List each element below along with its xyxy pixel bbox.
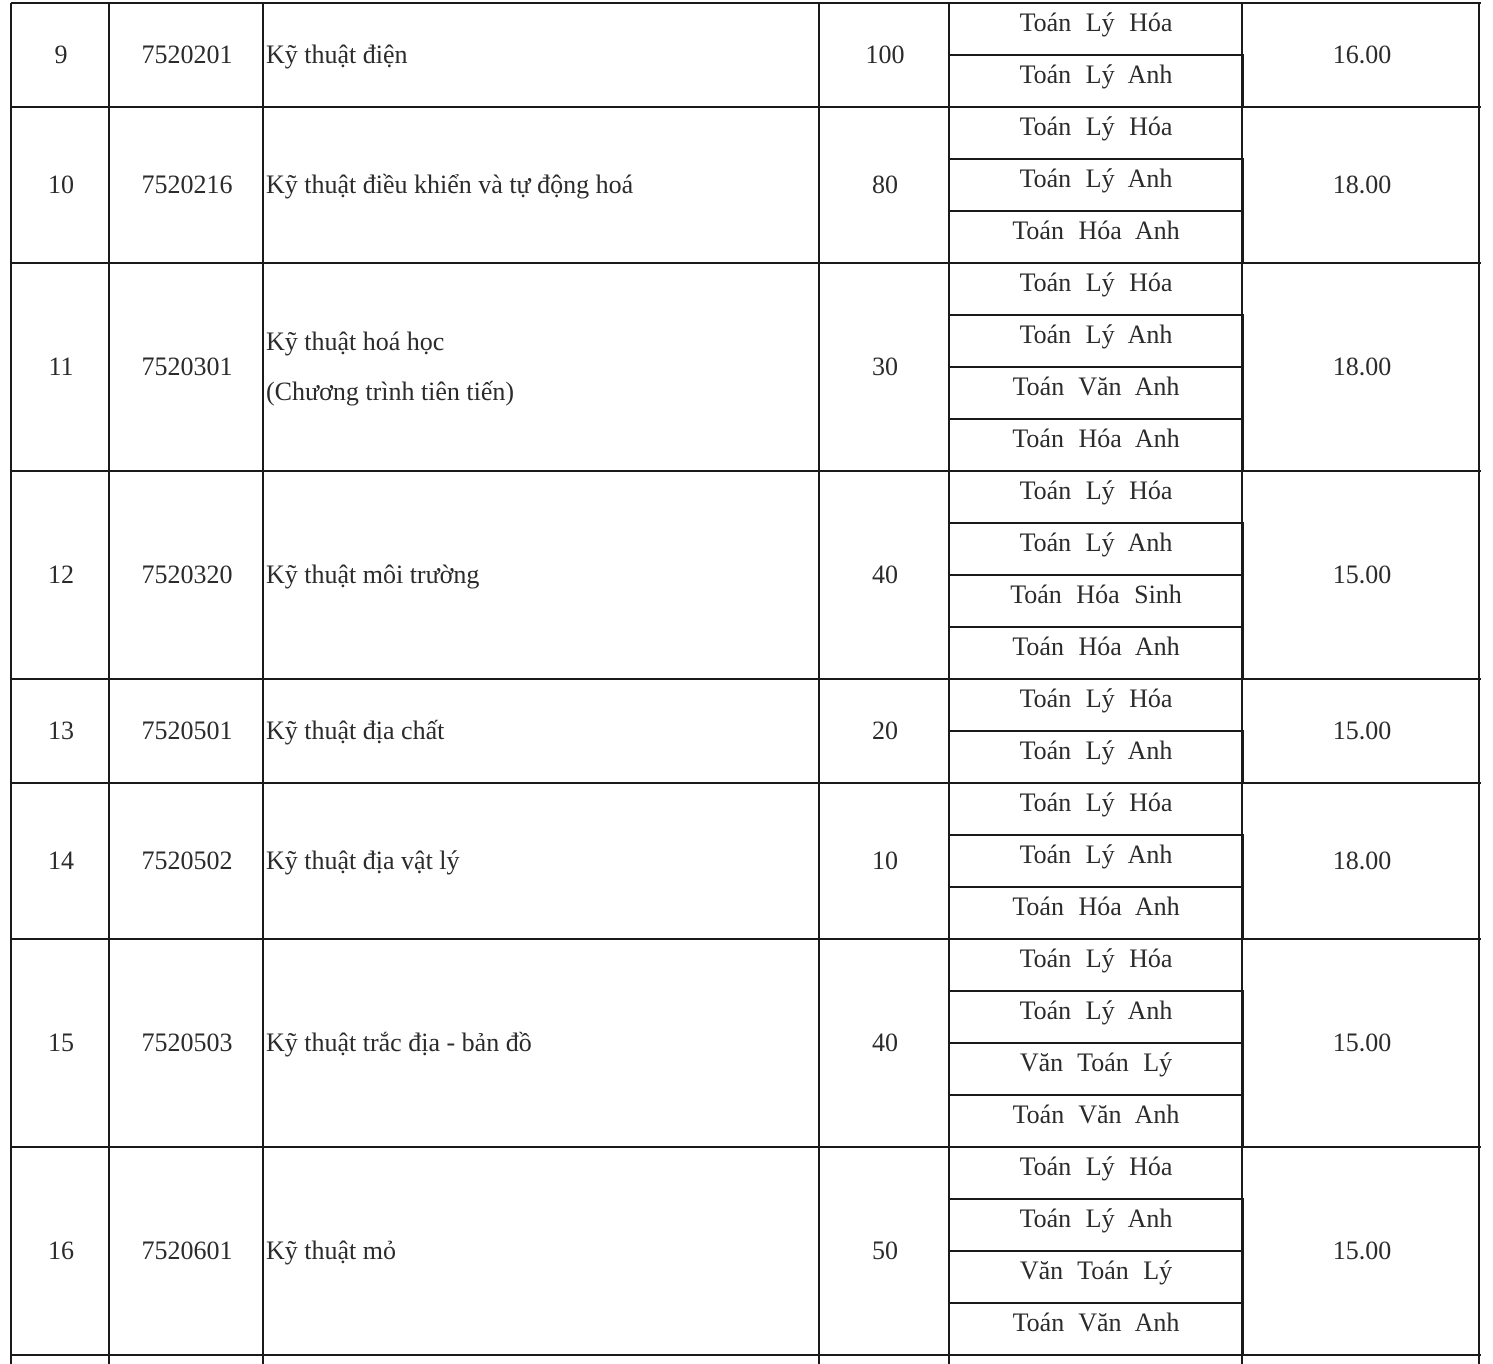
column-border (108, 1355, 110, 1364)
row-number: 11 (48, 352, 74, 381)
admission-score: 18.00 (1332, 352, 1392, 381)
column-border (262, 783, 264, 939)
column-border (818, 107, 820, 263)
major-name: (Chương trình tiên tiến) (266, 377, 515, 406)
column-border (262, 471, 264, 679)
column-border (818, 263, 820, 471)
subject-combination: Văn Toán Lý (1019, 1048, 1173, 1077)
column-border (1478, 679, 1480, 783)
column-border (108, 783, 110, 939)
column-border (1478, 471, 1480, 679)
column-border (10, 471, 12, 679)
combo-divider (949, 626, 1244, 628)
major-code: 7520320 (141, 560, 233, 589)
major-name: Kỹ thuật địa chất (266, 716, 445, 745)
column-border (262, 263, 264, 471)
major-name: Kỹ thuật địa vật lý (266, 846, 460, 875)
major-name: Kỹ thuật điện (266, 40, 408, 69)
subject-combination: Toán Hóa Sinh (1010, 580, 1182, 609)
quota: 40 (872, 1028, 898, 1057)
column-border (1478, 107, 1480, 263)
quota: 100 (865, 40, 905, 69)
column-border (1478, 1147, 1480, 1355)
column-border (10, 263, 12, 471)
column-border (818, 471, 820, 679)
column-border (948, 783, 950, 939)
combo-divider (949, 990, 1244, 992)
admission-score: 15.00 (1332, 560, 1392, 589)
major-name: Kỹ thuật trắc địa - bản đồ (266, 1028, 532, 1057)
major-code: 7520501 (141, 716, 233, 745)
subject-combination: Toán Lý Hóa (1019, 476, 1173, 505)
column-border (108, 107, 110, 263)
quota: 40 (872, 560, 898, 589)
subject-combination: Toán Lý Anh (1019, 996, 1173, 1025)
row-divider (11, 1354, 1481, 1356)
combo-divider (949, 1198, 1244, 1200)
major-code: 7520502 (141, 846, 233, 875)
column-border (10, 107, 12, 263)
column-border (818, 3, 820, 107)
column-border (10, 783, 12, 939)
column-border (1241, 1355, 1243, 1364)
row-number: 9 (54, 40, 68, 69)
admission-score: 18.00 (1332, 846, 1392, 875)
subject-combination: Toán Lý Anh (1019, 736, 1173, 765)
column-border (1242, 159, 1244, 263)
subject-combination: Toán Lý Hóa (1019, 944, 1173, 973)
subject-combination: Toán Lý Anh (1019, 840, 1173, 869)
quota: 80 (872, 170, 898, 199)
major-name: Kỹ thuật mỏ (266, 1236, 396, 1265)
subject-combination: Toán Lý Anh (1019, 164, 1173, 193)
admission-score: 18.00 (1332, 170, 1392, 199)
major-name: Kỹ thuật điều khiển và tự động hoá (266, 170, 634, 199)
column-border (1478, 263, 1480, 471)
quota: 50 (872, 1236, 898, 1265)
subject-combination: Toán Lý Hóa (1019, 8, 1173, 37)
column-border (948, 679, 950, 783)
admission-score: 15.00 (1332, 1028, 1392, 1057)
major-name: Kỹ thuật môi trường (266, 560, 480, 589)
subject-combination: Toán Lý Hóa (1019, 268, 1173, 297)
column-border (10, 1147, 12, 1355)
subject-combination: Toán Văn Anh (1012, 1308, 1180, 1337)
combo-divider (949, 314, 1244, 316)
column-border (1242, 731, 1244, 783)
combo-divider (949, 158, 1244, 160)
major-code: 7520503 (141, 1028, 233, 1057)
combo-divider (949, 834, 1244, 836)
quota: 30 (872, 352, 898, 381)
row-number: 14 (48, 846, 74, 875)
column-border (1242, 315, 1244, 471)
combo-divider (949, 54, 1244, 56)
column-border (108, 3, 110, 107)
column-border (1242, 523, 1244, 679)
column-border (108, 471, 110, 679)
row-number: 12 (48, 560, 74, 589)
combo-divider (949, 418, 1244, 420)
column-border (818, 939, 820, 1147)
combo-divider (949, 1250, 1244, 1252)
column-border (948, 939, 950, 1147)
column-border (262, 3, 264, 107)
column-border (1478, 939, 1480, 1147)
subject-combination: Toán Lý Hóa (1019, 684, 1173, 713)
admission-score: 16.00 (1332, 40, 1392, 69)
major-code: 7520216 (141, 170, 233, 199)
subject-combination: Toán Hóa Anh (1012, 632, 1180, 661)
combo-divider (949, 886, 1244, 888)
column-border (1242, 1199, 1244, 1355)
subject-combination: Toán Hóa Anh (1012, 424, 1180, 453)
column-border (10, 1355, 12, 1364)
column-border (1478, 3, 1480, 107)
row-number: 16 (48, 1236, 74, 1265)
subject-combination: Toán Lý Anh (1019, 60, 1173, 89)
admission-score: 15.00 (1332, 716, 1392, 745)
column-border (262, 107, 264, 263)
column-border (10, 939, 12, 1147)
combo-divider (949, 1042, 1244, 1044)
quota: 20 (872, 716, 898, 745)
subject-combination: Toán Lý Hóa (1019, 112, 1173, 141)
column-border (108, 939, 110, 1147)
column-border (1242, 991, 1244, 1147)
combo-divider (949, 522, 1244, 524)
subject-combination: Toán Lý Anh (1019, 528, 1173, 557)
major-code: 7520301 (141, 352, 233, 381)
major-code: 7520601 (141, 1236, 233, 1265)
column-border (818, 679, 820, 783)
column-border (948, 471, 950, 679)
column-border (818, 1147, 820, 1355)
subject-combination: Toán Lý Anh (1019, 320, 1173, 349)
column-border (818, 1355, 820, 1364)
combo-divider (949, 1094, 1244, 1096)
major-code: 7520201 (141, 40, 233, 69)
column-border (948, 1147, 950, 1355)
column-border (108, 679, 110, 783)
column-border (262, 1355, 264, 1364)
subject-combination: Toán Văn Anh (1012, 372, 1180, 401)
column-border (1242, 55, 1244, 107)
combo-divider (949, 574, 1244, 576)
column-border (948, 107, 950, 263)
column-border (262, 1147, 264, 1355)
combo-divider (949, 210, 1244, 212)
combo-divider (949, 366, 1244, 368)
column-border (818, 783, 820, 939)
subject-combination: Toán Hóa Anh (1012, 892, 1180, 921)
quota: 10 (872, 846, 898, 875)
column-border (1478, 1355, 1480, 1364)
column-border (262, 939, 264, 1147)
row-number: 13 (48, 716, 74, 745)
subject-combination: Toán Hóa Anh (1012, 216, 1180, 245)
column-border (262, 679, 264, 783)
column-border (948, 1355, 950, 1364)
column-border (108, 1147, 110, 1355)
subject-combination: Toán Lý Anh (1019, 1204, 1173, 1233)
combo-divider (949, 730, 1244, 732)
subject-combination: Toán Lý Hóa (1019, 1152, 1173, 1181)
admission-score: 15.00 (1332, 1236, 1392, 1265)
column-border (10, 3, 12, 107)
row-number: 15 (48, 1028, 74, 1057)
row-number: 10 (48, 170, 74, 199)
column-border (108, 263, 110, 471)
column-border (10, 679, 12, 783)
subject-combination: Toán Văn Anh (1012, 1100, 1180, 1129)
subject-combination: Văn Toán Lý (1019, 1256, 1173, 1285)
column-border (948, 3, 950, 107)
combo-divider (949, 1302, 1244, 1304)
column-border (1478, 783, 1480, 939)
subject-combination: Toán Lý Hóa (1019, 788, 1173, 817)
major-name: Kỹ thuật hoá học (266, 327, 445, 356)
column-border (1242, 835, 1244, 939)
column-border (948, 263, 950, 471)
